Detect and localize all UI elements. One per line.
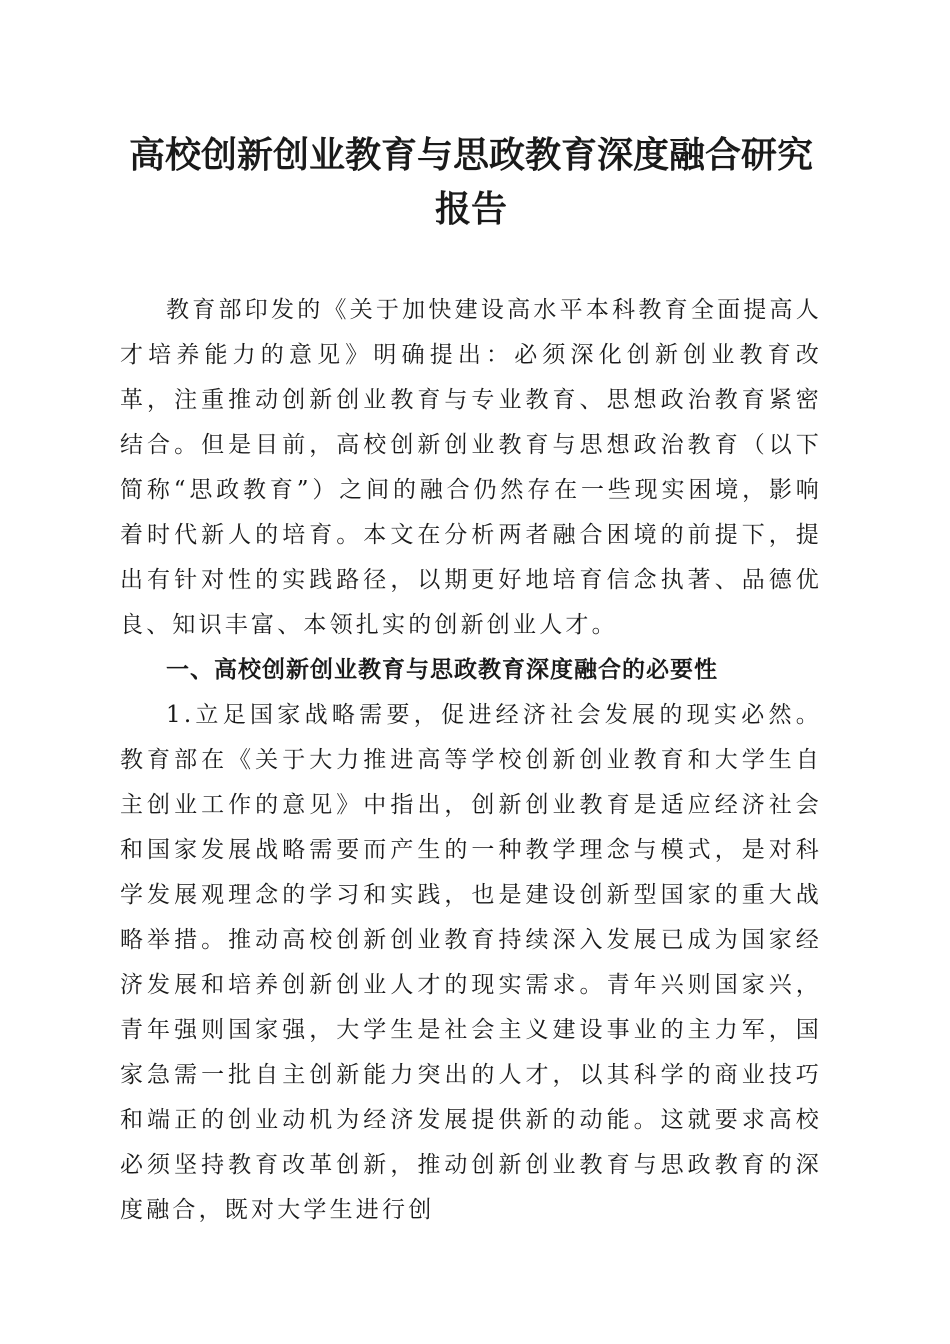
- intro-paragraph: 教育部印发的《关于加快建设高水平本科教育全面提高人才培养能力的意见》明确提出：必须深化创新创业教育改革，注重推动创新创业教育与专业教育、思想政治教育紧密结合。但是目前，高校创新创业教育与思想政治教育（以下简称“思政教育”）之间的融合仍然存在一些现实困境，影响着时代新人的培育。本文在分析两者融合困境的前提下，提出有针对性的实践路径，以期更好地培育信念执著、品德优良、知识丰富、本领扎实的创新创业人才。: [120, 297, 822, 638]
- document-page: [120, 128, 822, 1233]
- section-paragraph: 1.立足国家战略需要，促进经济社会发展的现实必然。教育部在《关于大力推进高等学校创新创业教育和大学生自主创业工作的意见》中指出，创新创业教育是适应经济社会和国家发展战略需要而产生的一种教学理念与模式，是对科学发展观理念的学习和实践，也是建设创新型国家的重大战略举措。推动高校创新创业教育持续深入发展已成为国家经济发展和培养创新创业人才的现实需求。青年兴则国家兴，青年强则国家强，大学生是社会主义建设事业的主力军，国家急需一批自主创新能力突出的人才，以其科学的商业技巧和端正的创业动机为经济发展提供新的动能。这就要求高校必须坚持教育改革创新，推动创新创业教育与思政教育的深度融合，既对大学生进行创: [120, 702, 822, 1223]
- document-title: 高校创新创业教育与思政教育深度融合研究报告: [128, 134, 813, 230]
- document-body: [120, 288, 822, 1233]
- section-heading: 一、高校创新创业教育与思政教育深度融合的必要性: [166, 657, 718, 683]
